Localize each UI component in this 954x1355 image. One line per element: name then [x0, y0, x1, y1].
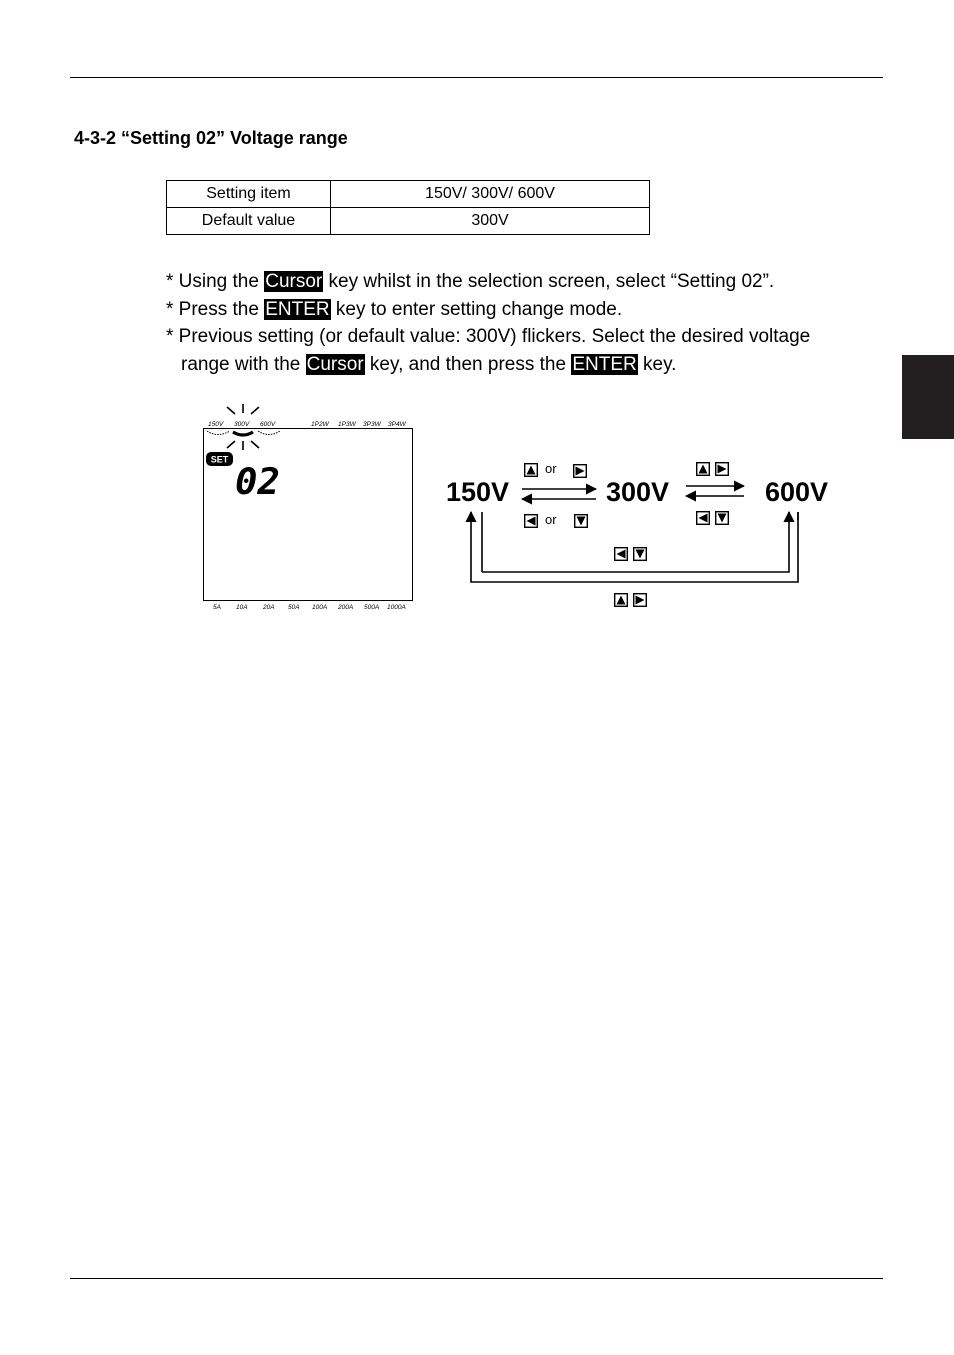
instruction-text: key. — [637, 353, 677, 375]
lcd-wiring-label: 3P4W — [388, 421, 406, 428]
lcd-frame — [204, 429, 413, 601]
lcd-current-label: 50A — [288, 604, 300, 611]
lcd-wiring-label: 3P3W — [363, 421, 381, 428]
lcd-setting-number: 02 — [235, 462, 280, 503]
enter-key-label: ENTER — [572, 353, 637, 375]
instruction-text: key to enter setting change mode. — [330, 298, 623, 320]
left-key-icon — [615, 548, 628, 561]
or-label: or — [545, 512, 557, 527]
instruction-text: key, and then press the — [364, 353, 572, 375]
instruction-text: * Press the — [166, 298, 265, 320]
up-key-icon — [697, 463, 710, 476]
table-cell-value: 150V/ 300V/ 600V — [331, 181, 650, 208]
down-key-icon — [716, 512, 729, 525]
enter-key-label: ENTER — [265, 298, 330, 320]
lcd-current-label: 500A — [364, 604, 380, 611]
instruction-text: key whilst in the selection screen, select “Setting 02”. — [323, 271, 775, 292]
cursor-key-label: Cursor — [265, 271, 323, 292]
cursor-key-label: Cursor — [306, 353, 364, 375]
flow-option-600v: 600V — [765, 477, 829, 507]
instruction-text: * Previous setting (or default value: 300V) flickers. Select the desired voltage — [166, 326, 811, 347]
lcd-wiring-label: 1P2W — [311, 421, 329, 428]
table-cell-label: Default value — [167, 208, 331, 235]
lcd-current-label: 100A — [312, 604, 328, 611]
lcd-current-label: 20A — [263, 604, 275, 611]
lcd-wiring-label: 1P3W — [338, 421, 356, 428]
lcd-current-label: 1000A — [387, 604, 406, 611]
down-key-icon — [575, 515, 588, 528]
down-key-icon — [634, 548, 647, 561]
set-badge-label: SET — [210, 454, 229, 465]
right-key-icon — [574, 465, 587, 478]
lcd-range-segment-600v — [258, 431, 280, 435]
lcd-range-segment-150v — [207, 431, 230, 435]
table-cell-label: Setting item — [167, 181, 331, 208]
table-cell-value: 300V — [331, 208, 650, 235]
lcd-voltage-label: 150V — [208, 421, 224, 428]
or-label: or — [545, 461, 557, 476]
lcd-current-label: 10A — [236, 604, 248, 611]
section-heading: 4-3-2 “Setting 02” Voltage range — [74, 128, 348, 148]
flow-option-150v: 150V — [446, 477, 510, 507]
lcd-current-label: 200A — [338, 604, 354, 611]
lcd-current-label: 5A — [213, 604, 221, 611]
left-key-icon — [525, 515, 538, 528]
left-key-icon — [697, 512, 710, 525]
instruction-text: range with the — [181, 353, 306, 375]
instruction-text: * Using the — [166, 271, 265, 292]
up-key-icon — [615, 594, 628, 607]
up-key-icon — [525, 464, 538, 477]
lcd-display — [204, 404, 413, 611]
right-key-icon — [716, 463, 729, 476]
voltage-flow-diagram — [446, 461, 828, 606]
lcd-voltage-label: 600V — [260, 421, 276, 428]
lcd-range-segment-300v — [233, 432, 253, 435]
right-key-icon — [634, 594, 647, 607]
flow-option-300v: 300V — [606, 477, 670, 507]
lcd-voltage-label: 300V — [234, 421, 250, 428]
